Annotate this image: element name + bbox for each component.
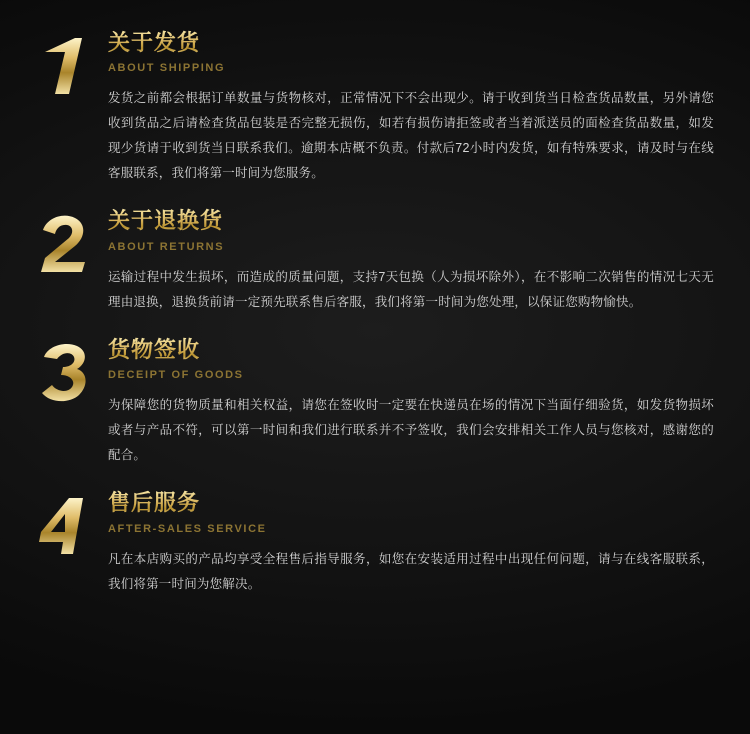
policy-section-shipping <box>26 30 724 186</box>
section-title-en: AFTER-SALES SERVICE <box>108 522 267 535</box>
section-paragraph: 凡在本店购买的产品均享受全程售后指导服务，如您在安装适用过程中出现任何问题，请与在线客服联系，我们将第一时间为您解决。 <box>108 551 714 591</box>
section-title-cn: 售后服务 <box>108 490 714 516</box>
policy-section-after-sales <box>26 490 724 596</box>
section-title-en: ABOUT RETURNS <box>108 240 225 253</box>
section-paragraph: 发货之前都会根据订单数量与货物核对，正常情况下不会出现少。请于收到货当日检查货品数量，另外请您收到货品之后请检查货品包装是否完整无损伤，如若有损伤请拒签或者当着派送员的面检查货品数量，如发现少货请于收到货当日联系我们。逾期本店概不负责。付款后72小时内发货，如有特殊要求，请及时与在线客服联系，我们将第一时间为您服务。 <box>108 91 714 181</box>
numeral-three-icon <box>26 337 108 405</box>
numeral-one-icon <box>26 30 108 98</box>
section-paragraph: 为保障您的货物质量和相关权益，请您在签收时一定要在快递员在场的情况下当面仔细验货，如发货物损坏或者与产品不符，可以第一时间和我们进行联系并不予签收，我们会安排相关工作人员与您核对，感谢您的配合。 <box>108 398 714 463</box>
policy-section-receipt <box>26 337 724 468</box>
policy-body <box>108 208 724 314</box>
section-title-cn: 货物签收 <box>108 337 714 363</box>
numeral-four-icon <box>26 490 108 558</box>
section-title-en: DECEIPT OF GOODS <box>108 369 244 382</box>
policy-body <box>108 30 724 186</box>
section-title-cn: 关于发货 <box>108 30 714 56</box>
section-title-cn: 关于退换货 <box>108 208 714 234</box>
section-paragraph: 运输过程中发生损坏，而造成的质量问题，支持7天包换（人为损坏除外），在不影响二次销售的情况七天无理由退换，退换货前请一定预先联系售后客服，我们将第一时间为您处理，以保证您购物愉快。 <box>108 269 714 309</box>
policy-section-returns <box>26 208 724 314</box>
policy-body <box>108 490 724 596</box>
policy-body <box>108 337 724 468</box>
policy-sections <box>26 30 724 597</box>
numeral-two-icon <box>26 208 108 276</box>
section-title-en: ABOUT SHIPPING <box>108 62 226 75</box>
